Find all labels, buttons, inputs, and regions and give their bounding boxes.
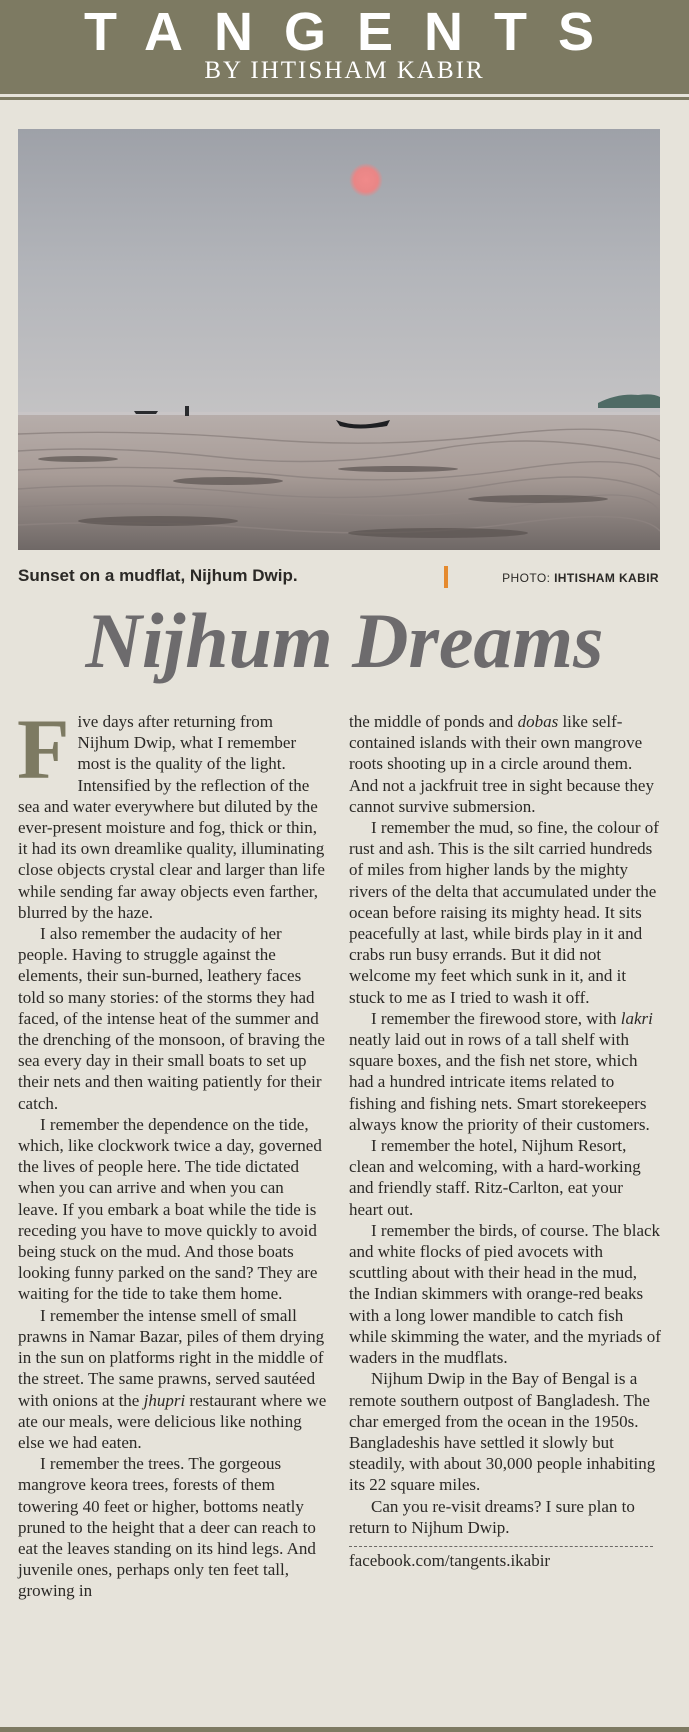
drop-cap: F (17, 701, 70, 797)
article-column-1 (17, 701, 328, 1602)
photo-credit-name: IHTISHAM KABIR (554, 571, 659, 585)
paragraph-hotel: I remember the hotel, Nijhum Resort, clean and welcoming, with a hard-working and friendly staff. Ritz-Carlton, eat your heart out. (349, 1136, 641, 1219)
caption-accent-bar (444, 566, 448, 588)
paragraph-bay: Nijhum Dwip in the Bay of Bengal is a remote southern outpost of Bangladesh. The char emerged from the ocean in the 1950s. Bangladeshis have settled it slowly but steadily, with about 30,000 people inhabiting its 22 square miles. (349, 1369, 656, 1495)
masthead-rule (0, 97, 689, 100)
facebook-link[interactable]: facebook.com/tangents.ikabir (349, 1550, 551, 1570)
small-boat (134, 411, 158, 414)
paragraph-closing: Can you re-visit dreams? I sure plan to return to Nijhum Dwip. (349, 1496, 635, 1537)
paragraph-tide: I remember the dependence on the tide, which, like clockwork twice a day, governed the lives of people here. The tide dictated when you can arrive and when you can leave. If you embark a boat while the tide is receding you have to move quickly to avoid being stuck on the mud. And those boats looking funny parked on the sand? They are waiting for the tide to take them home. (18, 1114, 322, 1304)
dashed-divider (349, 1546, 653, 1547)
photo-caption: Sunset on a mudflat, Nijhum Dwip. (18, 566, 298, 585)
masthead-title: TANGENTS (84, 2, 625, 62)
article-photo (18, 129, 660, 550)
paragraph-birds: I remember the birds, of course. The black and white flocks of pied avocets with scuttling about with their head in the mud, the Indian skimmers with orange-red beaks with a long lower mandible to catch fish while skimming the water, and the myriads of waders in the mudflats. (349, 1220, 661, 1368)
article-column-2 (349, 711, 661, 1571)
paragraph-light-text: ive days after returning from Nijhum Dwip, what I remember most is the quality of the light. Intensified by the reflection of the sea and water everywhere but diluted by the ever-present moisture and fog, thick or thin, it had its own dreamlike quality, illuminating close objects crystal clear and larger than life while sending far away objects even farther, blurred by the haze. (18, 712, 325, 922)
paragraph-trees-continued: the middle of ponds and dobas like self-contained islands with their own mangrove roots shooting up in a circle around them. And not a jackfruit tree in sight because they cannot survive submersion. (349, 712, 654, 816)
sun (349, 163, 383, 197)
masthead (0, 0, 689, 94)
paragraph-trees: I remember the trees. The gorgeous mangrove keora trees, forests of them towering 40 feet or higher, bottoms neatly pruned to the height that a deer can reach to eat the leaves standing on its hind legs. And juvenile ones, perhaps only ten feet tall, growing in (18, 1454, 316, 1601)
footer-rule (0, 1727, 689, 1732)
paragraph-prawns: I remember the intense smell of small prawns in Namar Bazar, piles of them drying in the sun on platforms right in the middle of the street. The same prawns, served sautéed with onions at the jhupri restaurant where we ate our meals, were delicious like nothing else we had eaten. (18, 1305, 327, 1452)
paragraph-firewood: I remember the firewood store, with lakri neatly laid out in rows of a tall shelf with square boxes, and the fish net store, which had a hundred intricate items related to fishing and fishing nets. Smart storekeepers always know the priority of their customers. (349, 1008, 653, 1134)
person (185, 406, 189, 416)
article-headline: Nijhum Dreams (85, 597, 604, 684)
mudflat-sunset-image (18, 129, 660, 550)
paragraph-mud: I remember the mud, so fine, the colour of rust and ash. This is the silt carried hundreds of miles from higher lands by the mighty rivers of the delta that accumulated under the ocean before raising its mighty head. It sits peacefully at last, while birds play in it and crabs run busy errands. But it did not welcome my feet which sunk in it, and it stuck to me as I tried to wash it off. (349, 818, 659, 1007)
masthead-byline: BY IHTISHAM KABIR (204, 57, 485, 84)
photo-credit-prefix: PHOTO: (502, 571, 551, 585)
photo-credit (502, 571, 659, 585)
paragraph-people: I also remember the audacity of her people. Having to struggle against the elements, their sun-burned, leathery faces told so many stories: of the storms they had faced, of the intense heat of the summer and the drenching of the monsoon, of braving the sea every day in their small boats to set up their nets and then waiting patiently for their catch. (18, 924, 325, 1113)
paragraph-light (17, 701, 328, 923)
